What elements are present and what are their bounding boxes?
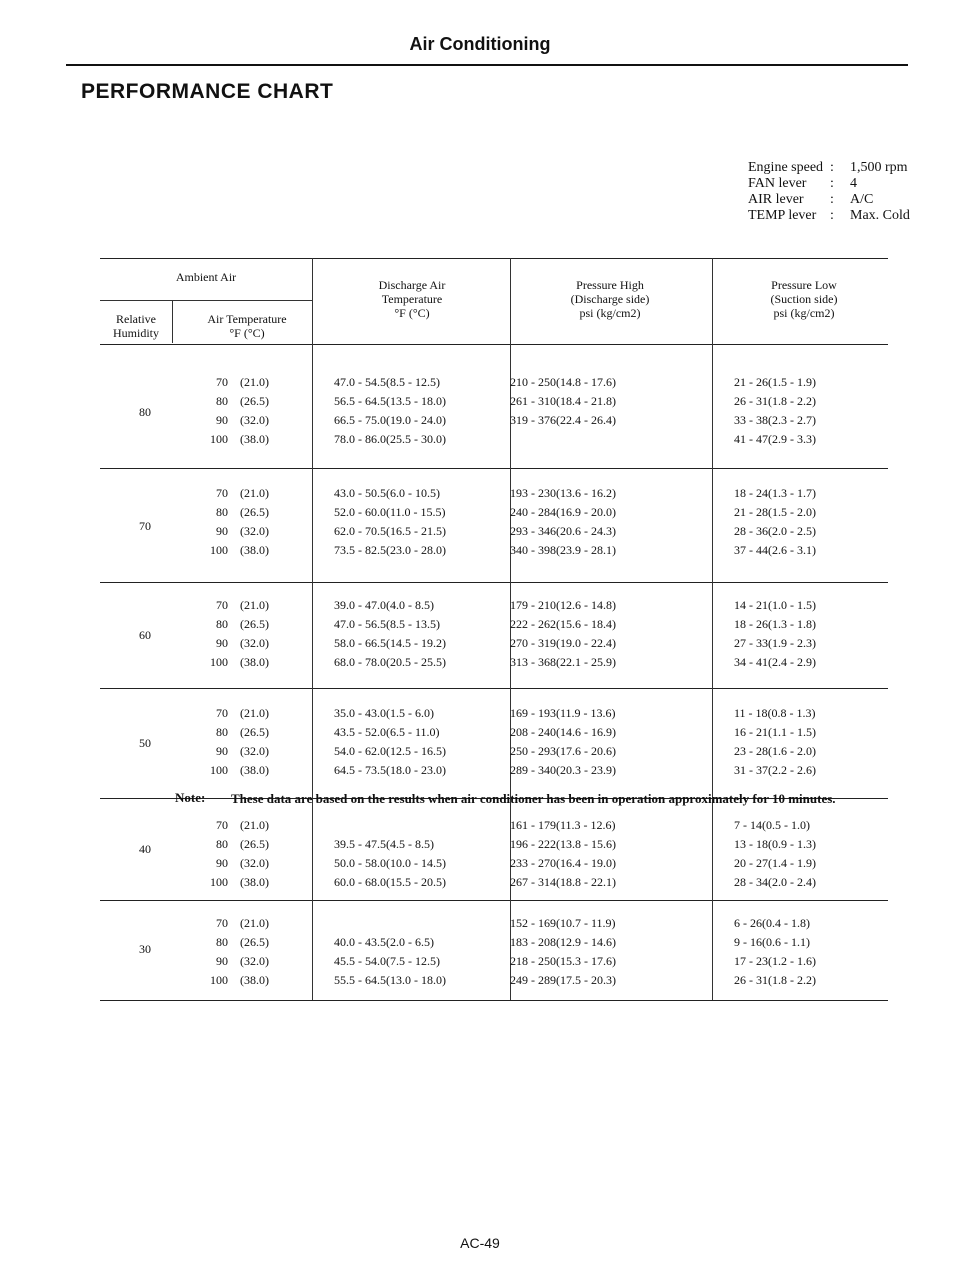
pressure-high-group: 152 - 169(10.7 - 11.9) 183 - 208(12.9 - 14.6) 218 - 250(15.3 - 17.6) 249 - 289(17.5 - 20.3) [510,916,616,987]
note [175,790,851,807]
pressure-low-group: 18 - 24(1.3 - 1.7) 21 - 28(1.5 - 2.0) 28 - 36(2.0 - 2.5) 37 - 44(2.6 - 3.1) [734,486,816,557]
pressure-low-group: 21 - 26(1.5 - 1.9) 26 - 31(1.8 - 2.2) 33 - 38(2.3 - 2.7) 41 - 47(2.9 - 3.3) [734,375,816,446]
condition-value: 1,500 rpm [850,160,908,175]
pressure-high-group: 193 - 230(13.6 - 16.2) 240 - 284(16.9 - 20.0) 293 - 346(20.6 - 24.3) 340 - 398(23.9 - 28.1) [510,486,616,557]
header-air-temperature: Air Temperature °F (°C) [207,312,287,340]
column-divider [172,301,173,343]
pressure-low-group: 14 - 21(1.0 - 1.5) 18 - 26(1.3 - 1.8) 27 - 33(1.9 - 2.3) 34 - 41(2.4 - 2.9) [734,598,816,669]
discharge-group: 47.0 - 54.5(8.5 - 12.5) 56.5 - 64.5(13.5 - 18.0) 66.5 - 75.0(19.0 - 24.0) 78.0 - 86.0(25.5 - 30.0) [334,375,446,446]
page-number: AC-49 [460,1235,500,1251]
pressure-high-group: 210 - 250(14.8 - 17.6) 261 - 310(18.4 - 21.8) 319 - 376(22.4 - 26.4) [510,375,616,427]
table-rule [100,900,888,901]
table-rule [100,344,888,345]
condition-value: Max. Cold [850,208,910,223]
condition-value: A/C [850,192,874,207]
condition-label: Engine speed [748,160,824,175]
condition-label: TEMP lever [748,208,817,223]
performance-table [100,258,888,1260]
air-temp-group: 70 (21.0) 80 (26.5) 90 (32.0) 100 (38.0) [210,916,269,987]
discharge-group: 39.5 - 47.5(4.5 - 8.5) 50.0 - 58.0(10.0 - 14.5) 60.0 - 68.0(15.5 - 20.5) [334,837,446,889]
header-ambient-air: Ambient Air [175,270,237,284]
section-title: PERFORMANCE CHART [81,80,334,103]
table-rule [100,582,888,583]
header-pressure-high: Pressure High (Discharge side) psi (kg/cm2) [570,278,650,320]
header-pressure-low: Pressure Low (Suction side) psi (kg/cm2) [770,278,838,320]
table-rule [100,258,888,259]
pressure-high-group: 169 - 193(11.9 - 13.6) 208 - 240(14.6 - 16.9) 250 - 293(17.6 - 20.6) 289 - 340(20.3 - 23.9) [510,706,616,777]
condition-value: 4 [850,176,857,191]
humidity-value: 70 [139,519,151,533]
table-rule [100,1000,888,1001]
header-title: Air Conditioning [409,34,551,54]
discharge-group: 35.0 - 43.0(1.5 - 6.0) 43.5 - 52.0(6.5 - 11.0) 54.0 - 62.0(12.5 - 16.5) 64.5 - 73.5(18.0 - 23.0) [334,706,446,777]
humidity-value: 80 [139,405,151,419]
test-conditions [748,160,910,224]
humidity-value: 30 [139,942,151,956]
header-discharge-air: Discharge Air Temperature °F (°C) [378,278,446,320]
table-rule [100,468,888,469]
ambient-air-rule [100,300,312,301]
condition-row: Engine speed : 1,500 rpm [748,160,908,175]
humidity-value: 50 [139,736,151,750]
humidity-value: 60 [139,628,151,642]
header-relative-humidity: Relative Humidity [112,312,159,340]
discharge-group: 40.0 - 43.5(2.0 - 6.5) 45.5 - 54.0(7.5 - 12.5) 55.5 - 64.5(13.0 - 18.0) [334,935,446,987]
column-divider [312,258,313,1000]
condition-label: AIR lever [748,192,804,207]
pressure-high-group: 179 - 210(12.6 - 14.8) 222 - 262(15.6 - 18.4) 270 - 319(19.0 - 22.4) 313 - 368(22.1 - 25.9) [510,598,616,669]
air-temp-group: 70 (21.0) 80 (26.5) 90 (32.0) 100 (38.0) [210,486,269,557]
discharge-group: 43.0 - 50.5(6.0 - 10.5) 52.0 - 60.0(11.0 - 15.5) 62.0 - 70.5(16.5 - 21.5) 73.5 - 82.5(23.0 - 28.0) [334,486,446,557]
pressure-low-group: 7 - 14(0.5 - 1.0) 13 - 18(0.9 - 1.3) 20 - 27(1.4 - 1.9) 28 - 34(2.0 - 2.4) [734,818,816,889]
discharge-group: 39.0 - 47.0(4.0 - 8.5) 47.0 - 56.5(8.5 - 13.5) 58.0 - 66.5(14.5 - 19.2) 68.0 - 78.0(20.5 - 25.5) [334,598,446,669]
condition-label: FAN lever [748,176,807,191]
condition-row: FAN lever : 4 [748,176,857,191]
air-temp-group: 70 (21.0) 80 (26.5) 90 (32.0) 100 (38.0) [210,375,269,446]
air-temp-group: 70 (21.0) 80 (26.5) 90 (32.0) 100 (38.0) [210,598,269,669]
table-rule [100,688,888,689]
pressure-low-group: 11 - 18(0.8 - 1.3) 16 - 21(1.1 - 1.5) 23 - 28(1.6 - 2.0) 31 - 37(2.2 - 2.6) [734,706,816,777]
note-text: These data are based on the results when air conditioner has been in operation approximately for 10 minutes. [231,791,836,806]
pressure-low-group: 6 - 26(0.4 - 1.8) 9 - 16(0.6 - 1.1) 17 - 23(1.2 - 1.6) 26 - 31(1.8 - 2.2) [734,916,816,987]
humidity-value: 40 [139,842,151,856]
column-divider [712,258,713,1000]
air-temp-group: 70 (21.0) 80 (26.5) 90 (32.0) 100 (38.0) [210,706,269,777]
pressure-high-group: 161 - 179(11.3 - 12.6) 196 - 222(13.8 - 15.6) 233 - 270(16.4 - 19.0) 267 - 314(18.8 - 22.1) [510,818,616,889]
header-rule [66,64,908,66]
note-label: Note: [175,790,206,805]
condition-row: TEMP lever : Max. Cold [748,208,910,223]
air-temp-group: 70 (21.0) 80 (26.5) 90 (32.0) 100 (38.0) [210,818,269,889]
condition-row: AIR lever : A/C [748,192,874,207]
